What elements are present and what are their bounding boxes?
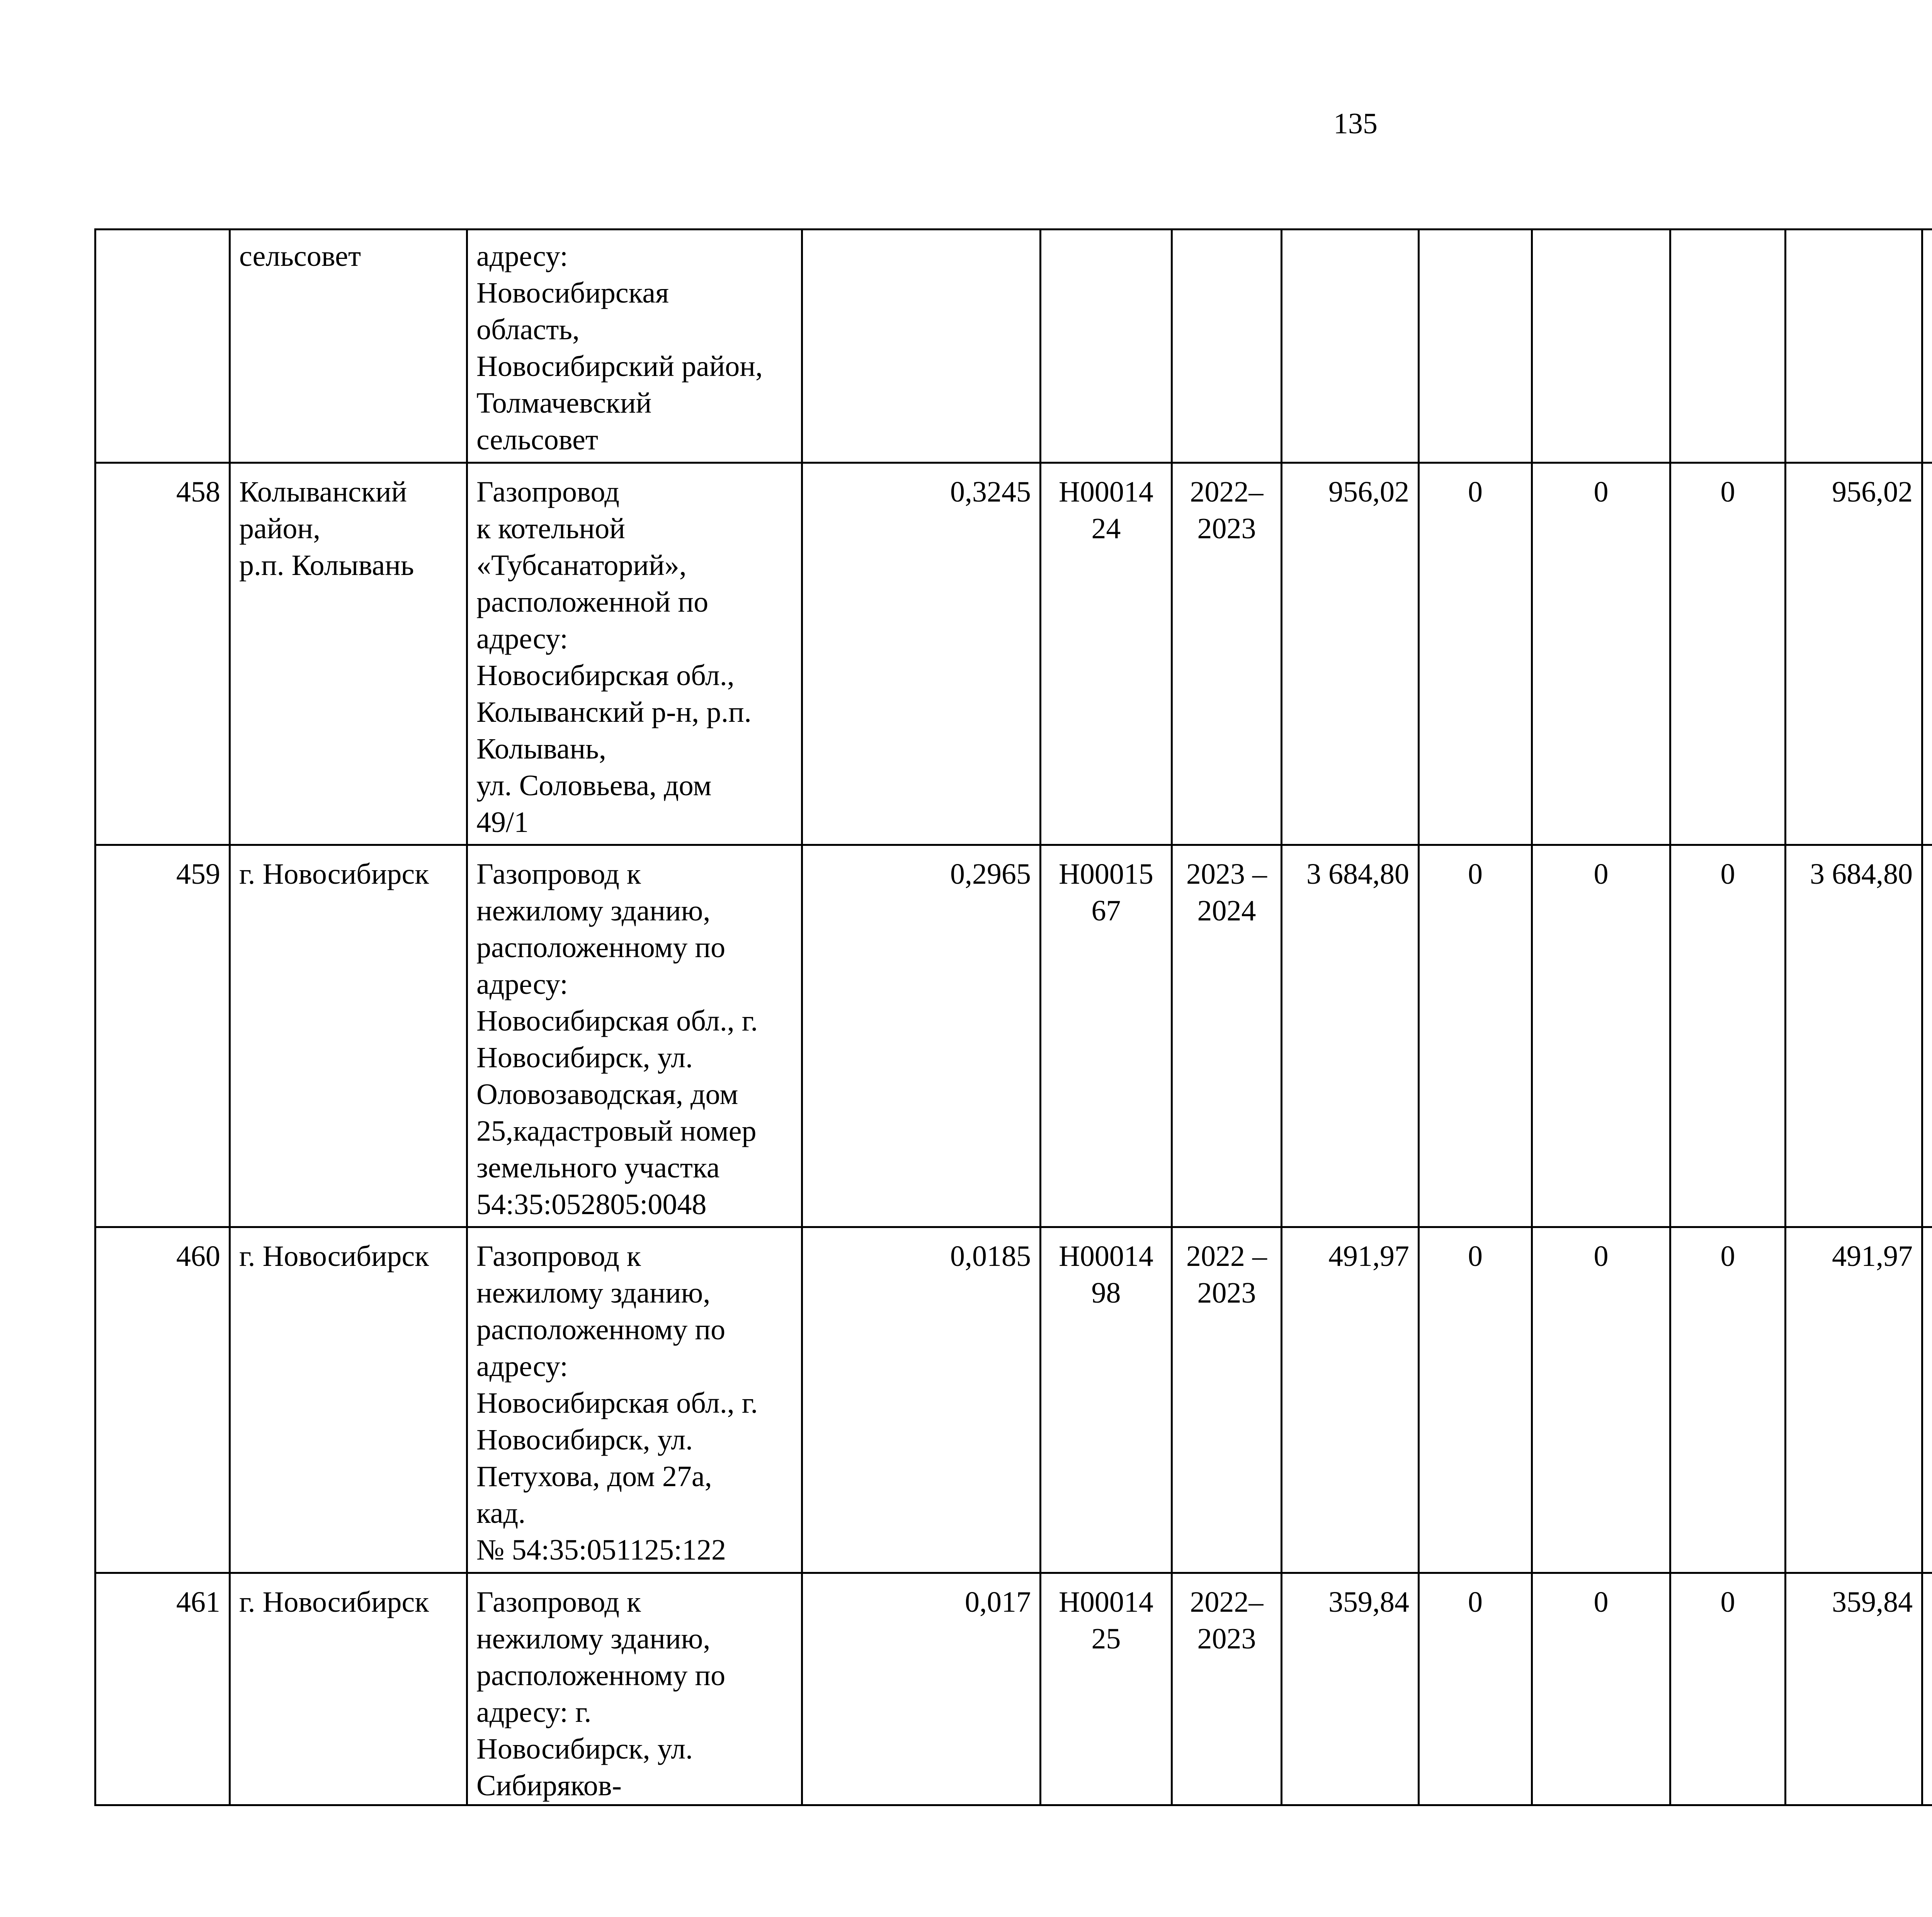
- organization-cell: [1922, 845, 1932, 1227]
- cost-col-4-cell: [1786, 230, 1922, 463]
- length-cell: 0,017: [802, 1573, 1041, 1805]
- cost-col-3-cell: 0: [1670, 845, 1786, 1227]
- table-row: [95, 463, 1932, 845]
- organization-cell: [1922, 1227, 1932, 1573]
- cost-col-4-cell: 359,84: [1786, 1573, 1922, 1805]
- period-cell: 2022 – 2023: [1172, 1227, 1282, 1573]
- period-cell: 2022– 2023: [1172, 1573, 1282, 1805]
- cost-col-3-cell: 0: [1670, 1227, 1786, 1573]
- cost-col-1-cell: [1419, 230, 1532, 463]
- table-row: [95, 845, 1932, 1227]
- investment-table: [94, 228, 1932, 1806]
- table-row: [95, 1227, 1932, 1573]
- cost-col-4-cell: 3 684,80: [1786, 845, 1922, 1227]
- cost-col-2-cell: 0: [1532, 463, 1670, 845]
- length-cell: 0,3245: [802, 463, 1041, 845]
- organization-cell: [1922, 463, 1932, 845]
- cost-col-2-cell: [1532, 230, 1670, 463]
- code-cell: Н00015 67: [1041, 845, 1172, 1227]
- row-number-cell: 458: [95, 463, 230, 845]
- code-cell: [1041, 230, 1172, 463]
- cost-col-2-cell: 0: [1532, 1573, 1670, 1805]
- object-cell: Газопровод к котельной «Тубсанаторий», расположенной по адресу: Новосибирская обл., Колыванский р-н, р.п. Колывань, ул. Соловьева, дом 49/1: [467, 463, 802, 845]
- row-number-cell: 459: [95, 845, 230, 1227]
- cost-col-3-cell: [1670, 230, 1786, 463]
- code-cell: Н00014 98: [1041, 1227, 1172, 1573]
- location-cell: г. Новосибирск: [230, 1573, 467, 1805]
- code-cell: Н00014 24: [1041, 463, 1172, 845]
- table-container: [94, 228, 1932, 1806]
- object-cell: Газопровод к нежилому зданию, расположенному по адресу: Новосибирская обл., г. Новосибирск, ул. Петухова, дом 27а, кад. № 54:35:051125:122: [467, 1227, 802, 1573]
- length-cell: [802, 230, 1041, 463]
- location-cell: г. Новосибирск: [230, 1227, 467, 1573]
- total-cost-cell: [1282, 230, 1419, 463]
- cost-col-1-cell: 0: [1419, 463, 1532, 845]
- organization-cell: [1922, 1573, 1932, 1805]
- table-row: [95, 230, 1932, 463]
- length-cell: 0,0185: [802, 1227, 1041, 1573]
- cost-col-1-cell: 0: [1419, 1573, 1532, 1805]
- page-number: 135: [1333, 107, 1378, 140]
- row-number-cell: [95, 230, 230, 463]
- total-cost-cell: 491,97: [1282, 1227, 1419, 1573]
- total-cost-cell: 956,02: [1282, 463, 1419, 845]
- row-number-cell: 461: [95, 1573, 230, 1805]
- cost-col-1-cell: 0: [1419, 845, 1532, 1227]
- cost-col-3-cell: 0: [1670, 463, 1786, 845]
- object-cell: Газопровод к нежилому зданию, расположенному по адресу: г. Новосибирск, ул. Сибиряков-: [467, 1573, 802, 1805]
- cost-col-2-cell: 0: [1532, 1227, 1670, 1573]
- cost-col-3-cell: 0: [1670, 1573, 1786, 1805]
- organization-cell: [1922, 230, 1932, 463]
- object-cell: Газопровод к нежилому зданию, расположенному по адресу: Новосибирская обл., г. Новосибирск, ул. Оловозаводская, дом 25,кадастровый номер земельного участка 54:35:052805:0048: [467, 845, 802, 1227]
- row-number-cell: 460: [95, 1227, 230, 1573]
- period-cell: [1172, 230, 1282, 463]
- object-cell: адресу: Новосибирская область, Новосибирский район, Толмачевский сельсовет: [467, 230, 802, 463]
- cost-col-1-cell: 0: [1419, 1227, 1532, 1573]
- total-cost-cell: 359,84: [1282, 1573, 1419, 1805]
- cost-col-4-cell: 491,97: [1786, 1227, 1922, 1573]
- location-cell: сельсовет: [230, 230, 467, 463]
- table-row: [95, 1573, 1932, 1805]
- period-cell: 2023 – 2024: [1172, 845, 1282, 1227]
- location-cell: г. Новосибирск: [230, 845, 467, 1227]
- location-cell: Колыванский район, р.п. Колывань: [230, 463, 467, 845]
- cost-col-4-cell: 956,02: [1786, 463, 1922, 845]
- period-cell: 2022– 2023: [1172, 463, 1282, 845]
- cost-col-2-cell: 0: [1532, 845, 1670, 1227]
- total-cost-cell: 3 684,80: [1282, 845, 1419, 1227]
- code-cell: Н00014 25: [1041, 1573, 1172, 1805]
- length-cell: 0,2965: [802, 845, 1041, 1227]
